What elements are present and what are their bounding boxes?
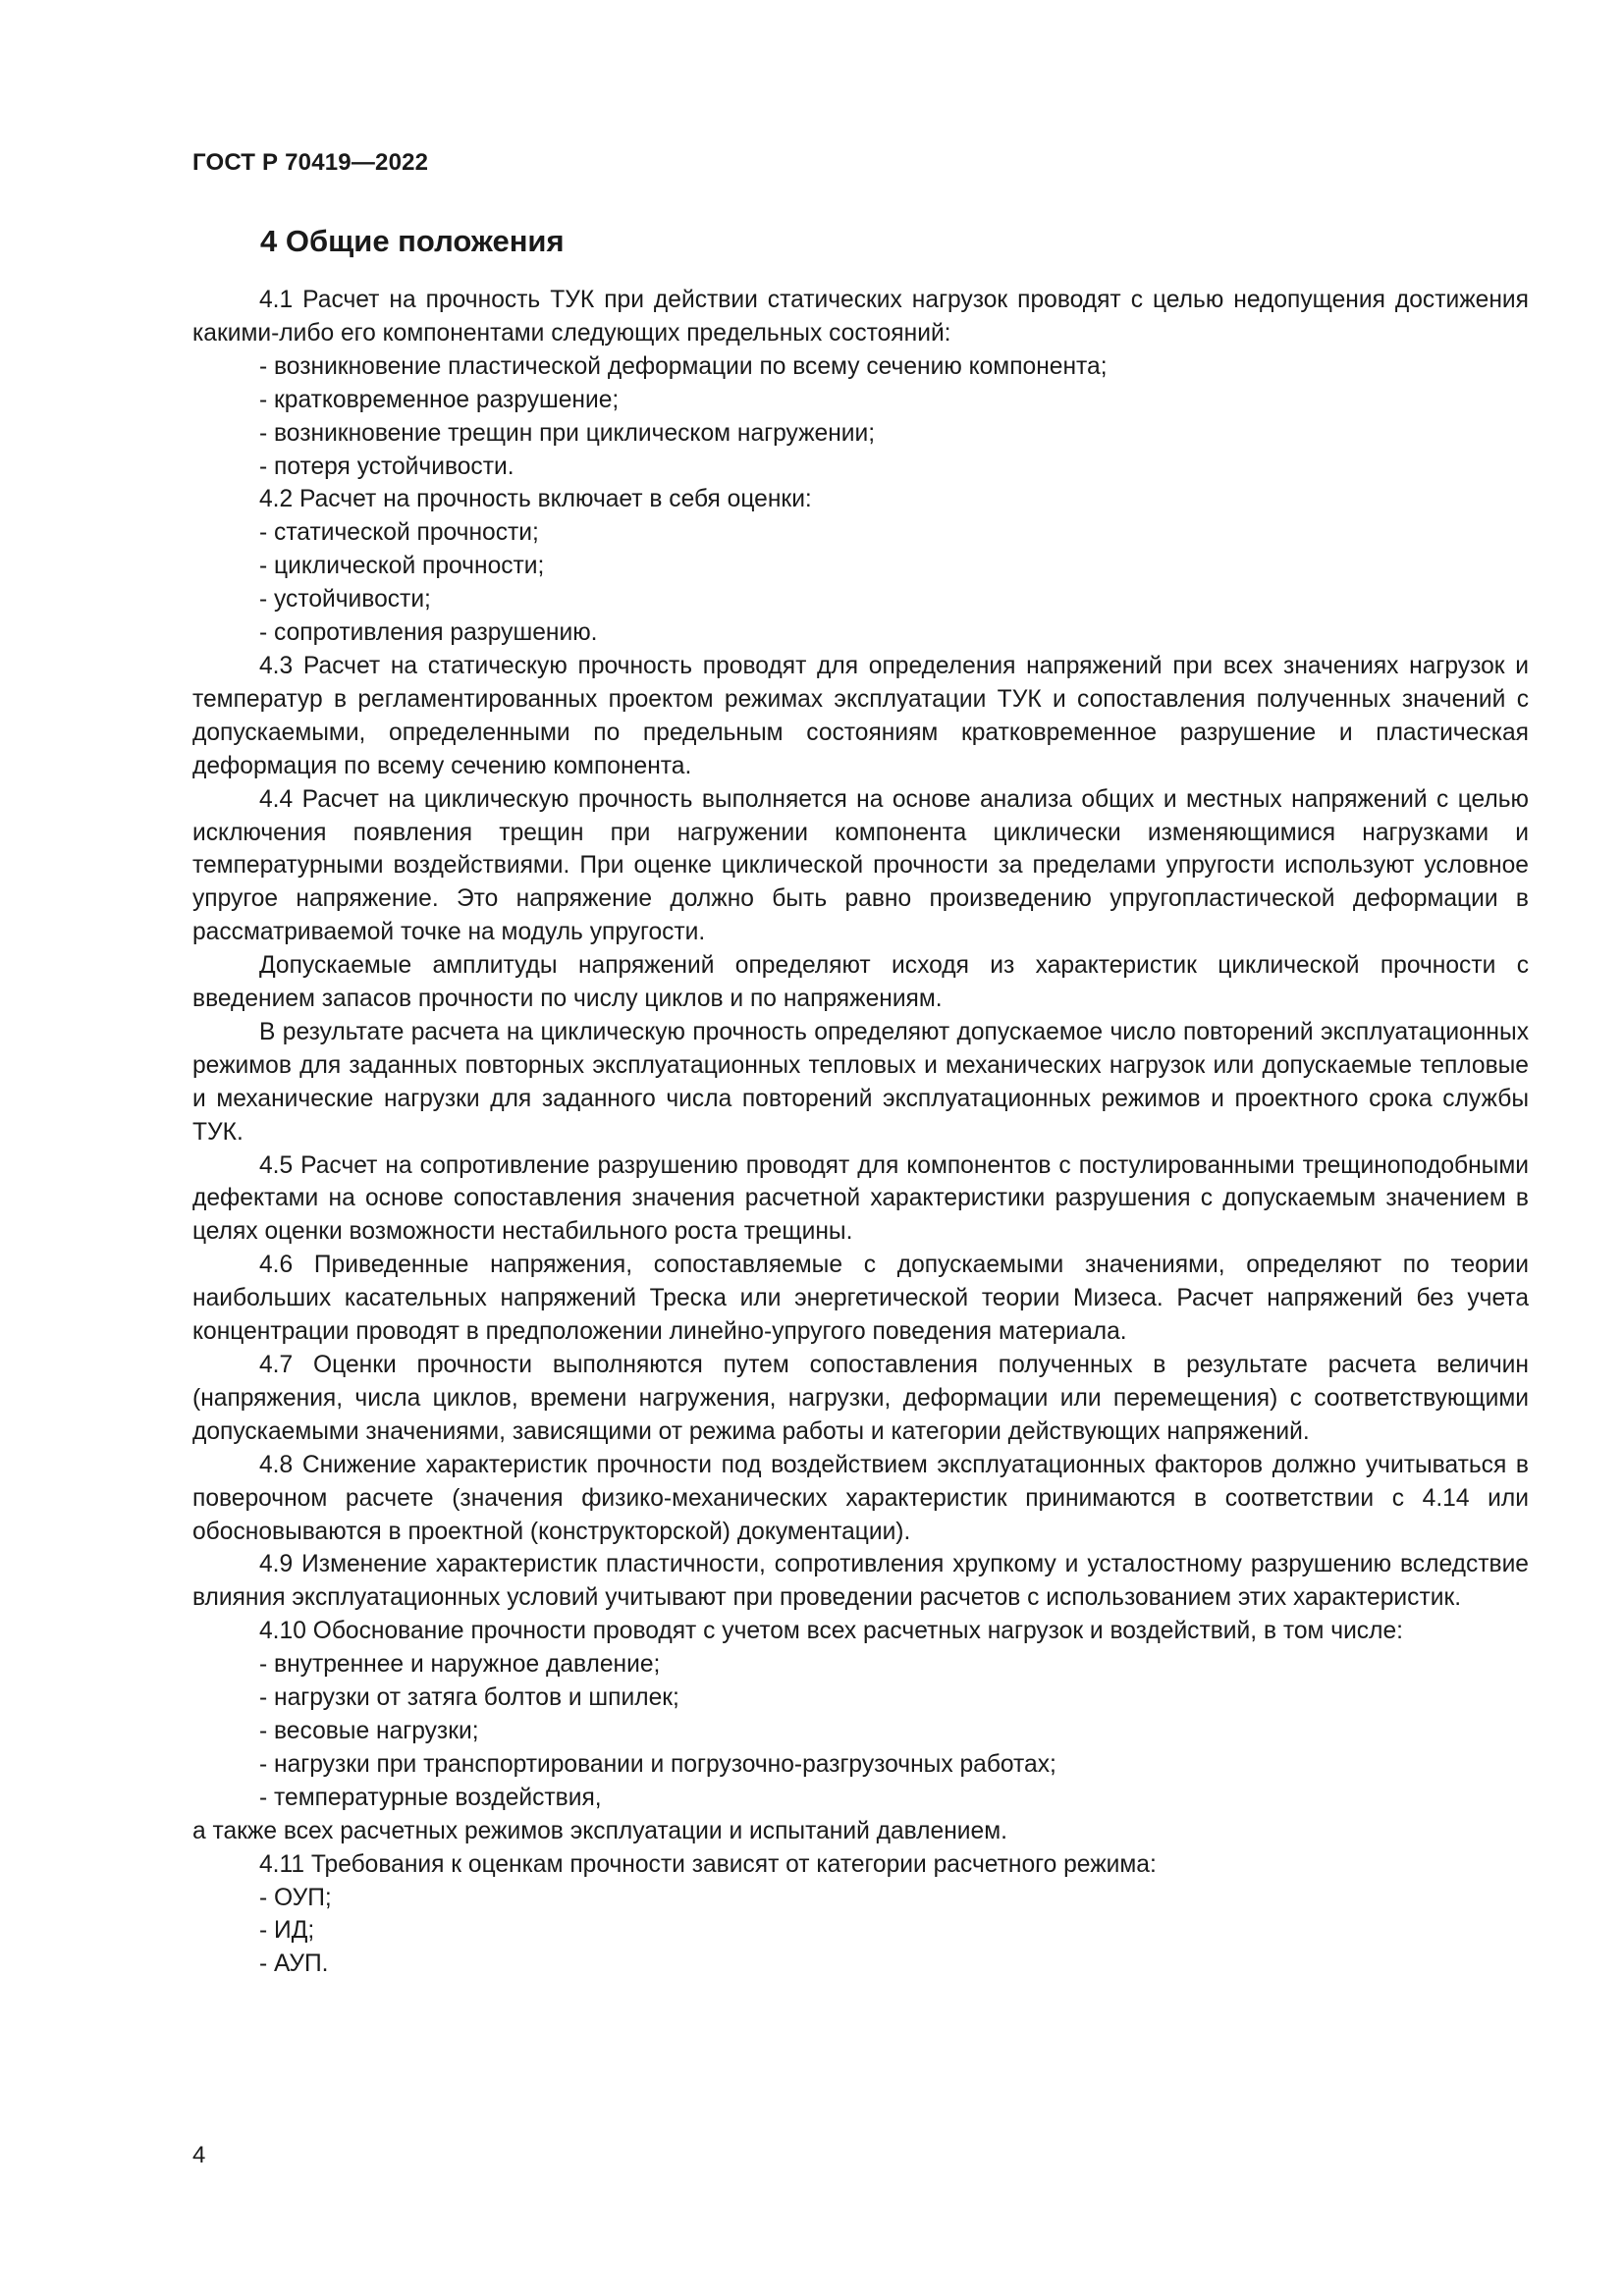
list-item: - температурные воздействия, <box>259 1784 602 1811</box>
paragraph-4-4-amplitudes: Допускаемые амплитуды напряжений определяют исходя из характеристик циклической прочности с введением запасов прочности по числу циклов и по напряжениям. <box>192 952 1529 1013</box>
paragraph-4-10-continuation: а также всех расчетных режимов эксплуатации и испытаний давлением. <box>192 1817 1007 1844</box>
document-code-header: ГОСТ Р 70419—2022 <box>192 149 429 176</box>
paragraph-4-4: 4.4 Расчет на циклическую прочность выполняется на основе анализа общих и местных напряжений с целью исключения появления трещин при нагружении компонента циклически изменяющимися нагрузками и температурными воздействиями. При оценке циклической прочности за пределами упругости используют условное упругое напряжение. Это напряжение должно быть равно произведению упругопластической деформации в рассматриваемой точке на модуль упругости. <box>192 785 1529 946</box>
paragraph-4-2: 4.2 Расчет на прочность включает в себя оценки: <box>259 486 812 513</box>
paragraph-4-5: 4.5 Расчет на сопротивление разрушению проводят для компонентов с постулированными трещиноподобными дефектами на основе сопоставления значения расчетной характеристики разрушения с допускаемым значением в целях оценки возможности нестабильного роста трещины. <box>192 1151 1529 1246</box>
paragraph-4-1: 4.1 Расчет на прочность ТУК при действии статических нагрузок проводят с целью недопущения достижения какими-либо его компонентами следующих предельных состояний: <box>192 287 1529 347</box>
list-item: - нагрузки при транспортировании и погрузочно-разгрузочных работах; <box>259 1750 1056 1778</box>
list-item: - возникновение пластической деформации по всему сечению компонента; <box>259 352 1108 380</box>
list-item: - ОУП; <box>259 1884 332 1911</box>
list-item: - сопротивления разрушению. <box>259 619 598 647</box>
paragraph-4-7: 4.7 Оценки прочности выполняются путем сопоставления полученных в результате расчета величин (напряжения, числа циклов, времени нагружения, нагрузки, деформации или перемещения) с соответствующими допускаемыми значениями, зависящими от режима работы и категории действующих напряжений. <box>192 1352 1529 1445</box>
section-body <box>192 284 1529 1981</box>
paragraph-4-11: 4.11 Требования к оценкам прочности зависят от категории расчетного режима: <box>259 1850 1157 1878</box>
paragraph-4-4-result: В результате расчета на циклическую прочность определяют допускаемое число повторений эксплуатационных режимов для заданных повторных эксплуатационных тепловых и механических нагрузок или допускаемые тепловые и механические нагрузки для заданного числа повторений эксплуатационных режимов и проектного срока службы ТУК. <box>192 1018 1529 1146</box>
list-item: - внутреннее и наружное давление; <box>259 1651 661 1679</box>
paragraph-4-3: 4.3 Расчет на статическую прочность проводят для определения напряжений при всех значениях нагрузок и температур в регламентированных проектом режимах эксплуатации ТУК и сопоставления полученных значений с допускаемыми, определенными по предельным состояниям кратковременное разрушение и пластическая деформация по всему сечению компонента. <box>192 652 1529 779</box>
paragraph-4-9: 4.9 Изменение характеристик пластичности, сопротивления хрупкому и усталостному разрушению вследствие влияния эксплуатационных условий учитывают при проведении расчетов с использованием этих характеристик. <box>192 1551 1529 1612</box>
page-number: 4 <box>192 2142 206 2168</box>
paragraph-4-10: 4.10 Обоснование прочности проводят с учетом всех расчетных нагрузок и воздействий, в том числе: <box>259 1618 1403 1645</box>
list-item: - нагрузки от затяга болтов и шпилек; <box>259 1684 679 1712</box>
list-item: - АУП. <box>259 1950 329 1978</box>
section-title: 4 Общие положения <box>260 224 565 258</box>
list-item: - циклической прочности; <box>259 553 545 580</box>
list-item: - устойчивости; <box>259 586 431 614</box>
list-item: - кратковременное разрушение; <box>259 386 620 413</box>
paragraph-4-8: 4.8 Снижение характеристик прочности под воздействием эксплуатационных факторов должно учитываться в поверочном расчете (значения физико-механических характеристик принимаются в соответствии с 4.14 или обосновываются в проектной (конструкторской) документации). <box>192 1451 1529 1545</box>
paragraph-4-6: 4.6 Приведенные напряжения, сопоставляемые с допускаемыми значениями, определяют по теории наибольших касательных напряжений Треска или энергетической теории Мизеса. Расчет напряжений без учета концентрации проводят в предположении линейно-упругого поведения материала. <box>192 1252 1529 1346</box>
list-item: - ИД; <box>259 1917 315 1945</box>
list-item: - статической прочности; <box>259 519 539 547</box>
list-item: - потеря устойчивости. <box>259 453 514 480</box>
list-item: - возникновение трещин при циклическом нагружении; <box>259 419 876 447</box>
list-item: - весовые нагрузки; <box>259 1717 479 1744</box>
